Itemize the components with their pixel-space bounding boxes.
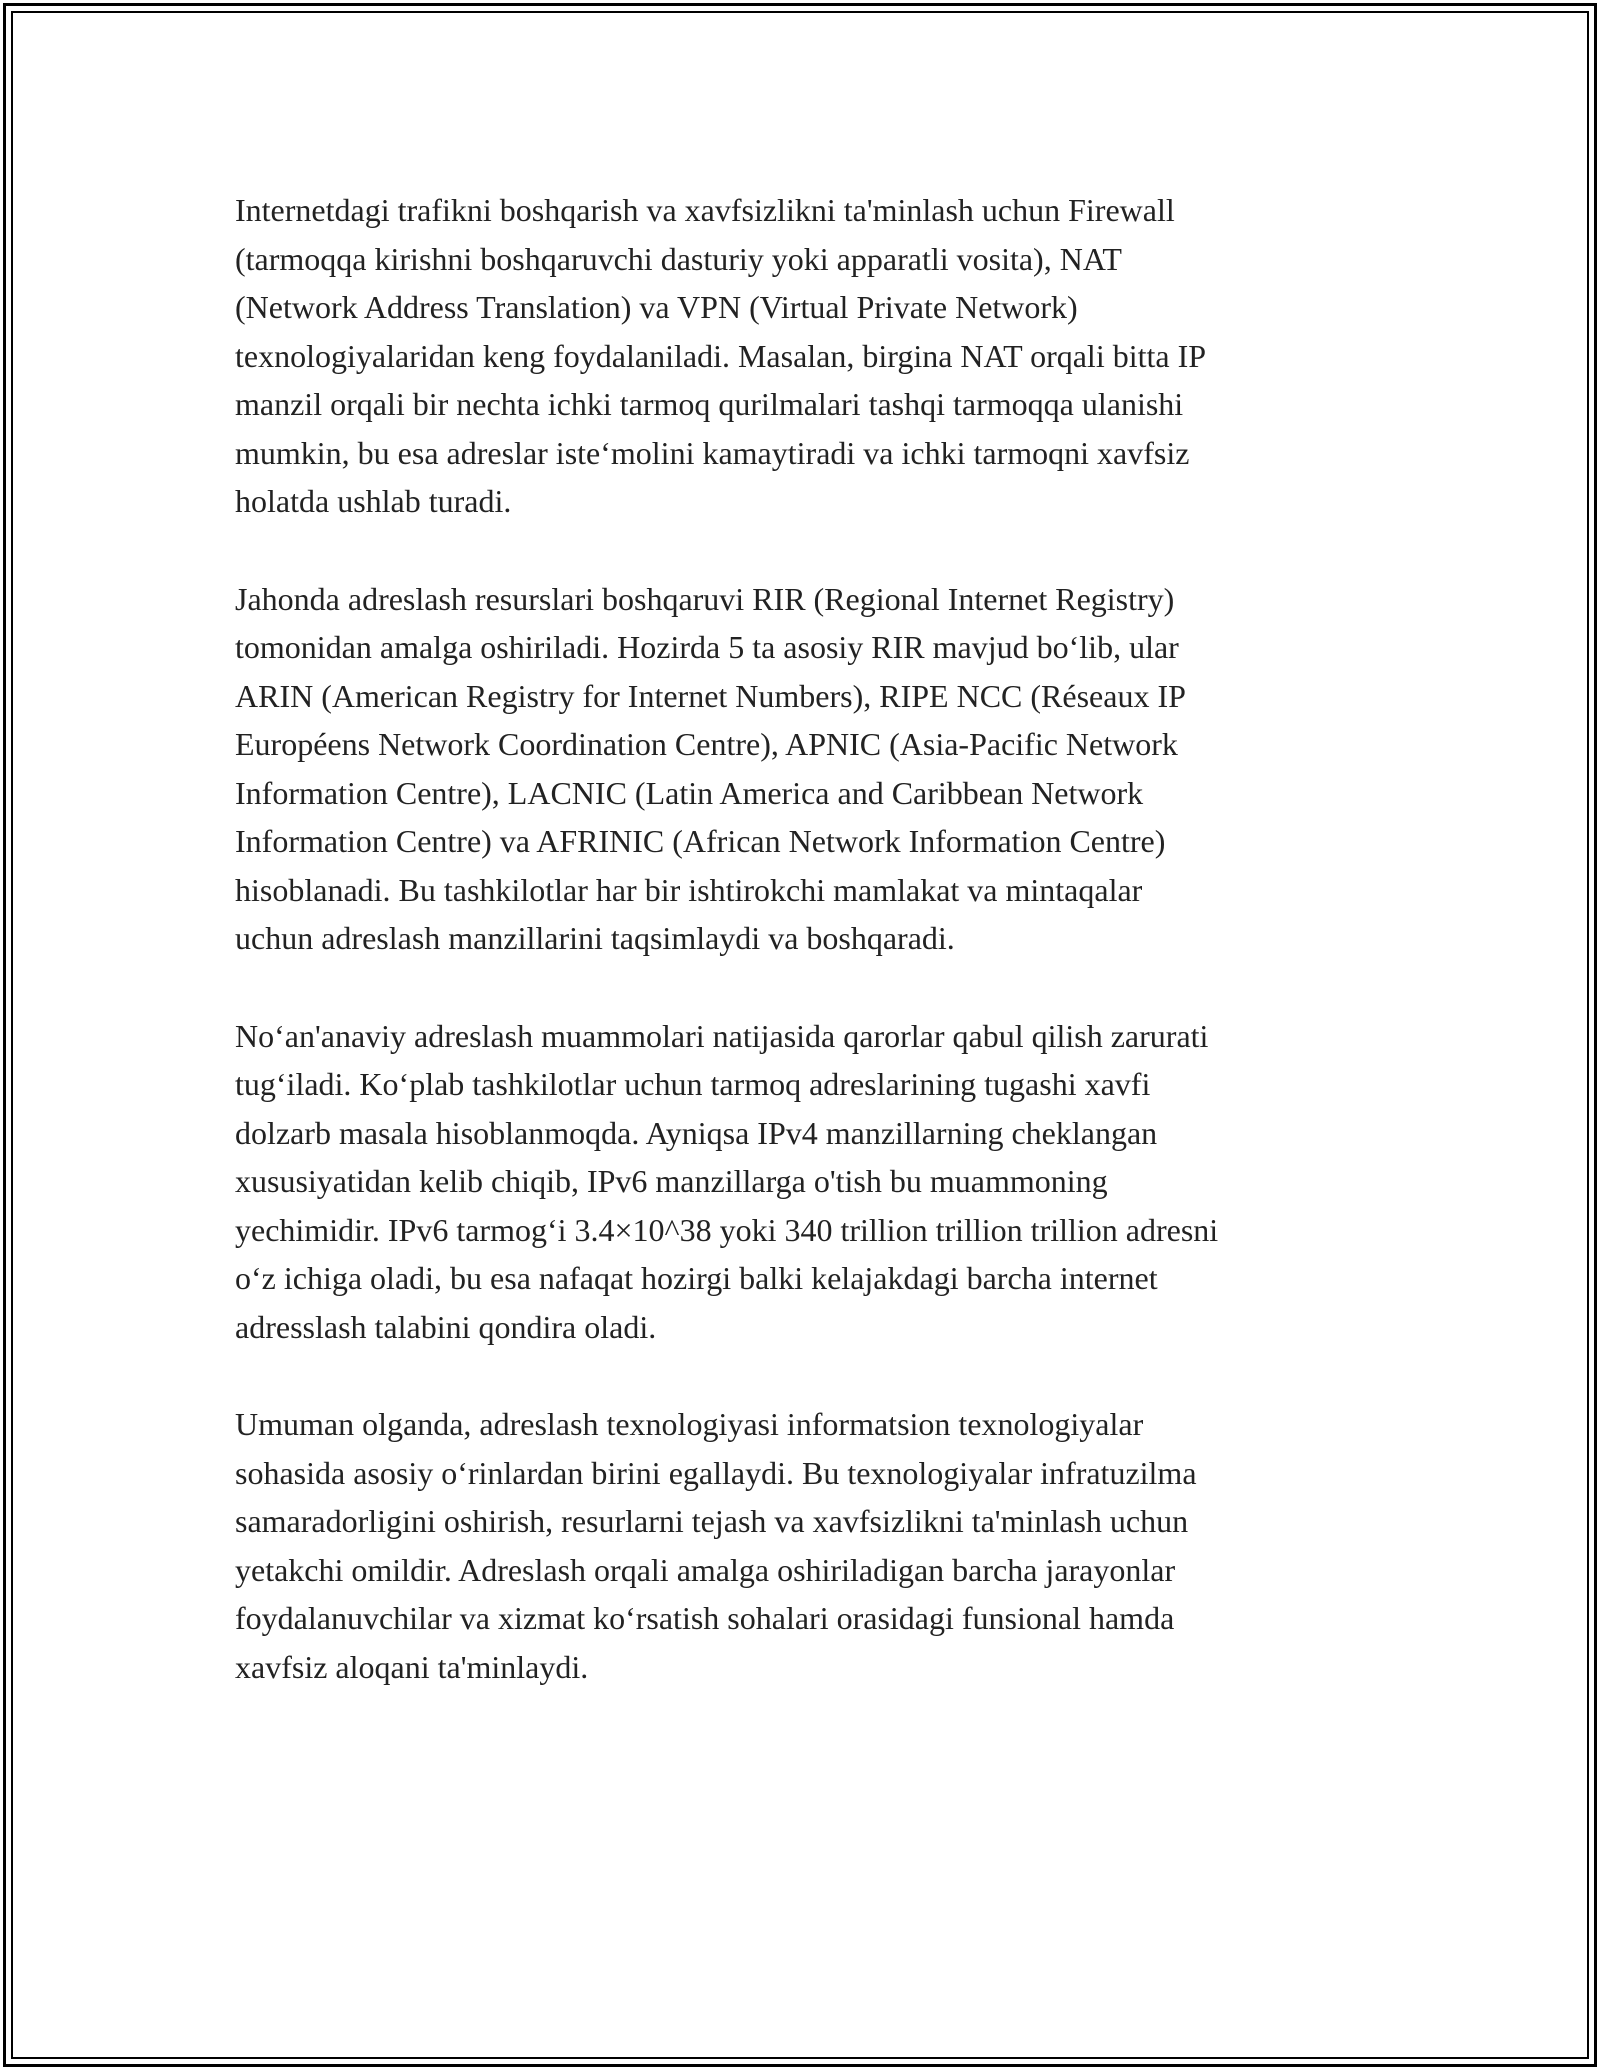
text-line: hisoblanadi. Bu tashkilotlar har bir ishtirokchi mamlakat va mintaqalar	[235, 871, 1143, 908]
text-line: yechimidir. IPv6 tarmog‘i 3.4×10^38 yoki 340 trillion trillion trillion adresni	[235, 1211, 1219, 1248]
paragraph-ipv6-transition	[235, 1012, 1375, 1352]
text-line: (tarmoqqa kirishni boshqaruvchi dasturiy yoki apparatli vosita), NAT	[235, 240, 1122, 277]
text-line: xavfsiz aloqani ta'minlaydi.	[235, 1648, 589, 1685]
text-line: yetakchi omildir. Adreslash orqali amalga oshiriladigan barcha jarayonlar	[235, 1551, 1176, 1588]
text-line: ARIN (American Registry for Internet Numbers), RIPE NCC (Réseaux IP	[235, 677, 1186, 714]
text-line: xususiyatidan kelib chiqib, IPv6 manzillarga o'tish bu muammoning	[235, 1163, 1108, 1199]
paragraph-conclusion	[235, 1400, 1375, 1691]
text-line: mumkin, bu esa adreslar iste‘molini kamaytiradi va ichki tarmoqni xavfsiz	[235, 434, 1190, 471]
text-line: dolzarb masala hisoblanmoqda. Ayniqsa IPv4 manzillarning cheklangan	[235, 1114, 1158, 1151]
paragraph-rir-registries	[235, 575, 1375, 963]
text-line: holatda ushlab turadi.	[235, 483, 512, 519]
text-line: Information Centre), LACNIC (Latin America and Caribbean Network	[235, 774, 1144, 811]
text-line: samaradorligini oshirish, resurlarni tejash va xavfsizlikni ta'minlash uchun	[235, 1503, 1189, 1539]
text-line: foydalanuvchilar va xizmat ko‘rsatish sohalari orasidagi funsional hamda	[235, 1600, 1175, 1636]
text-line: sohasida asosiy o‘rinlardan birini egallaydi. Bu texnologiyalar infratuzilma	[235, 1454, 1197, 1491]
text-line: adresslash talabini qondira oladi.	[235, 1308, 657, 1345]
text-line: Information Centre) va AFRINIC (African Network Information Centre)	[235, 823, 1166, 859]
text-line: tomonidan amalga oshiriladi. Hozirda 5 ta asosiy RIR mavjud bo‘lib, ular	[235, 629, 1179, 665]
text-line: texnologiyalaridan keng foydalaniladi. Masalan, birgina NAT orqali bitta IP	[235, 337, 1207, 374]
text-line: Umuman olganda, adreslash texnologiyasi informatsion texnologiyalar	[235, 1406, 1144, 1442]
text-line: (Network Address Translation) va VPN (Virtual Private Network)	[235, 289, 1078, 325]
text-line: Jahonda adreslash resurslari boshqaruvi RIR (Regional Internet Registry)	[235, 580, 1175, 617]
text-line: No‘an'anaviy adreslash muammolari natijasida qarorlar qabul qilish zarurati	[235, 1017, 1209, 1054]
text-line: o‘z ichiga oladi, bu esa nafaqat hozirgi balki kelajakdagi barcha internet	[235, 1260, 1158, 1296]
text-line: Internetdagi trafikni boshqarish va xavfsizlikni ta'minlash uchun Firewall	[235, 192, 1175, 228]
text-line: Européens Network Coordination Centre), APNIC (Asia-Pacific Network	[235, 726, 1178, 762]
text-line: tug‘iladi. Ko‘plab tashkilotlar uchun tarmoq adreslarining tugashi xavfi	[235, 1066, 1151, 1102]
document-body	[235, 186, 1375, 1740]
paragraph-firewall-nat-vpn	[235, 186, 1375, 526]
text-line: manzil orqali bir nechta ichki tarmoq qurilmalari tashqi tarmoqqa ulanishi	[235, 386, 1184, 422]
text-line: uchun adreslash manzillarini taqsimlaydi va boshqaradi.	[235, 920, 955, 956]
